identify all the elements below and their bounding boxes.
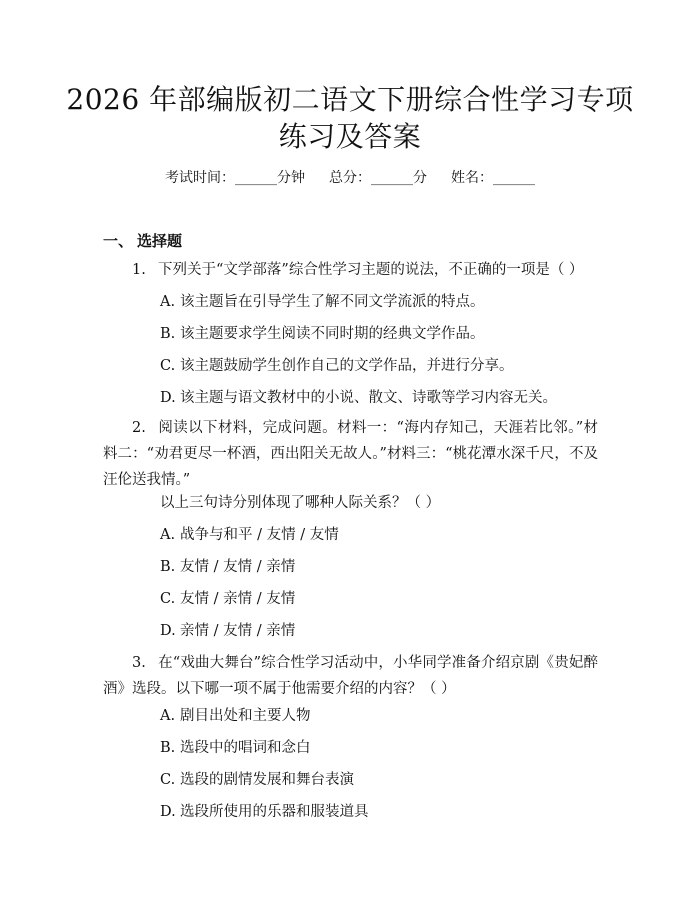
q1-option-c — [160, 355, 514, 377]
question-text: 阅读以下材料，完成问题。材料一：“海内存知己，天涯若比邻。”材料二：“劝君更尽一杯酒，西出阳关无故人。”材料三：“桃花潭水深千尺，不及汪伦送我情。” — [103, 420, 598, 488]
option-text: 选段中的唱词和念白 — [180, 740, 311, 756]
q3-option-c — [160, 769, 354, 791]
question-number: 2. — [132, 420, 146, 436]
option-key: C. — [160, 358, 176, 374]
question-number: 1. — [132, 262, 146, 278]
option-key: B. — [160, 740, 176, 756]
exam-time-label: 考试时间：______分钟 — [165, 170, 305, 186]
option-text: 友情 / 亲情 / 友情 — [180, 591, 296, 607]
option-text: 剧目出处和主要人物 — [180, 708, 311, 724]
section-title: 选择题 — [137, 232, 183, 250]
q2-option-c — [160, 588, 295, 610]
question-3 — [103, 650, 598, 702]
option-key: A. — [160, 294, 176, 310]
option-key: D. — [160, 804, 176, 820]
option-key: C. — [160, 772, 176, 788]
option-text: 战争与和平 / 友情 / 友情 — [180, 527, 339, 543]
question-1 — [132, 259, 583, 281]
option-text: 该主题要求学生阅读不同时期的经典文学作品。 — [180, 326, 485, 342]
option-text: 选段的剧情发展和舞台表演 — [180, 772, 354, 788]
option-key: C. — [160, 591, 176, 607]
page-title-line2: 练习及答案 — [278, 120, 422, 153]
exam-score-label: 总分：______分 — [329, 170, 427, 186]
option-text: 亲情 / 友情 / 亲情 — [180, 623, 296, 639]
option-text: 该主题鼓励学生创作自己的文学作品，并进行分享。 — [180, 358, 514, 374]
option-text: 选段所使用的乐器和服装道具 — [180, 804, 369, 820]
option-text: 该主题与语文教材中的小说、散文、诗歌等学习内容无关。 — [180, 390, 557, 406]
option-key: B. — [160, 559, 176, 575]
question-text: 在“戏曲大舞台”综合性学习活动中，小华同学准备介绍京剧《贵妃醉酒》选段。以下哪一项不属于他需要介绍的内容？（ ） — [103, 655, 598, 697]
option-key: B. — [160, 326, 176, 342]
q3-option-a — [160, 705, 311, 727]
option-text: 该主题旨在引导学生了解不同文学流派的特点。 — [180, 294, 485, 310]
section-number: 一、 — [103, 232, 134, 250]
q2-option-a — [160, 524, 339, 546]
option-key: A. — [160, 708, 176, 724]
section-heading — [103, 230, 182, 252]
page-title-line1: 2026 年部编版初二语文下册综合性学习专项 — [66, 83, 634, 116]
q3-option-d — [160, 801, 369, 823]
q1-option-d — [160, 387, 557, 409]
question-2 — [103, 415, 598, 493]
q1-option-b — [160, 323, 485, 345]
q2-option-b — [160, 556, 295, 578]
exam-name-label: 姓名：______ — [451, 170, 535, 186]
option-key: D. — [160, 390, 176, 406]
option-text: 友情 / 友情 / 亲情 — [180, 559, 296, 575]
q3-option-b — [160, 737, 311, 759]
question-text: 下列关于“文学部落”综合性学习主题的说法，不正确的一项是（ ） — [158, 262, 584, 278]
exam-info — [0, 168, 700, 188]
q2-subquestion: 以上三句诗分别体现了哪种人际关系？（ ） — [160, 495, 441, 511]
option-key: A. — [160, 527, 176, 543]
q2-option-d — [160, 620, 295, 642]
option-key: D. — [160, 623, 176, 639]
question-number: 3. — [132, 655, 146, 671]
q1-option-a — [160, 291, 485, 313]
